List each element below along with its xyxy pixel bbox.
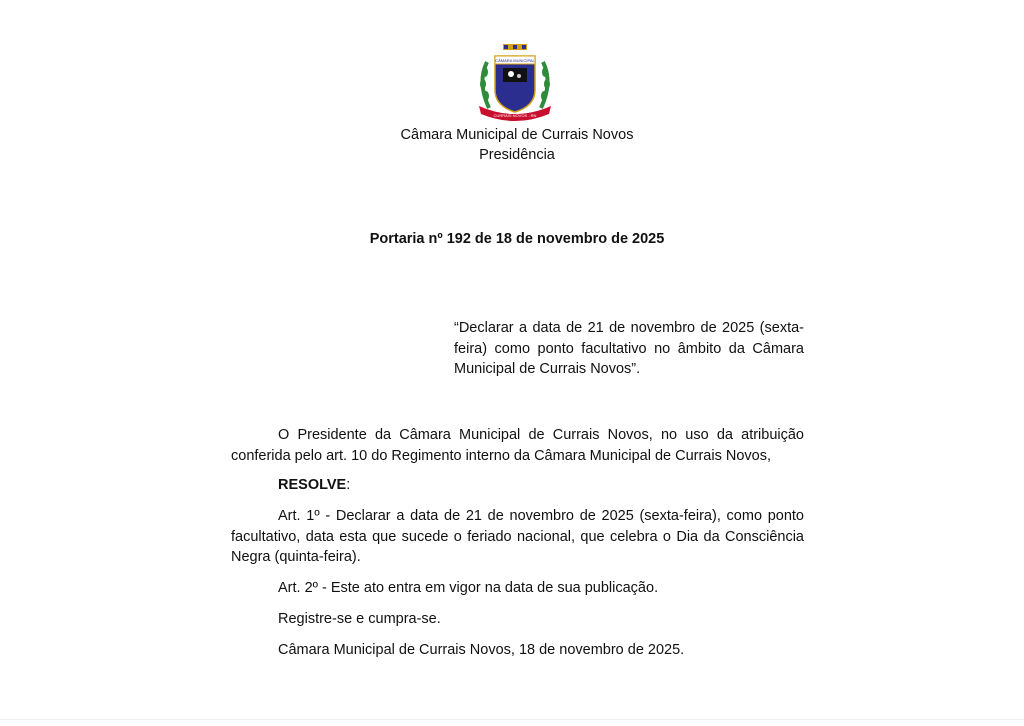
office-name: Presidência (479, 147, 555, 163)
closing-line: Registre-se e cumpra-se. (278, 611, 441, 627)
page-bottom-edge (0, 719, 1024, 720)
institution-name: Câmara Municipal de Currais Novos (400, 127, 634, 143)
municipal-crest-icon (473, 42, 557, 124)
article-1: Art. 1º - Declarar a data de 21 de novembro de 2025 (sexta-feira), como ponto facultativo, data esta que sucede o feriado nacional, que celebra o Dia da Consciência Negra (quinta-feira). (231, 508, 804, 565)
place-date-line: Câmara Municipal de Currais Novos, 18 de novembro de 2025. (278, 642, 685, 658)
article-2: Art. 2º - Este ato entra em vigor na data de sua publicação. (278, 580, 659, 596)
preamble-paragraph: O Presidente da Câmara Municipal de Currais Novos, no uso da atribuição conferida pelo art. 10 do Regimento interno da Câmara Municipal de Currais Novos, (231, 427, 804, 464)
ementa-summary: “Declarar a data de 21 de novembro de 2025 (sexta-feira) como ponto facultativo no âmbito da Câmara Municipal de Currais Novos”. (454, 320, 804, 377)
crest-ribbon-text: CURRAIS NOVOS - RN (493, 113, 537, 118)
document-title: Portaria nº 192 de 18 de novembro de 2025 (369, 231, 665, 247)
resolve-paragraph (231, 475, 804, 496)
resolve-label: RESOLVE (278, 477, 347, 493)
resolve-colon: : (346, 477, 351, 493)
crest-top-text: CÂMARA MUNICIPAL (495, 58, 535, 63)
